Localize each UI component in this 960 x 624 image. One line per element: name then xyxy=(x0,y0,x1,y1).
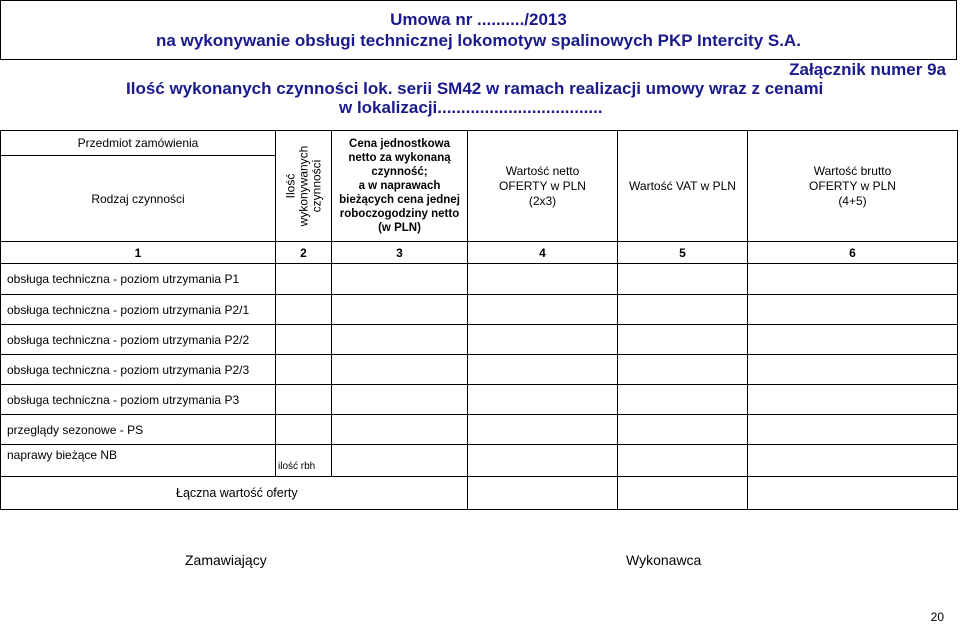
header-vat-value: Wartość VAT w PLN xyxy=(618,131,748,242)
column-number-3: 3 xyxy=(332,242,468,264)
cell-empty[interactable] xyxy=(332,295,468,325)
header-gross-value-label: Wartość brutto OFERTY w PLN (4+5) xyxy=(809,163,896,208)
cell-empty[interactable] xyxy=(618,264,748,295)
table-row xyxy=(1,445,958,477)
header-gross-value xyxy=(748,131,958,242)
row-activity-ps: przeglądy sezonowe - PS xyxy=(1,415,276,445)
table-row-total xyxy=(1,477,958,510)
table-row xyxy=(1,325,958,355)
cell-empty[interactable] xyxy=(748,445,958,477)
table-row xyxy=(1,264,958,295)
cell-empty[interactable] xyxy=(468,415,618,445)
header-activity-type: Rodzaj czynności xyxy=(1,156,276,242)
row-activity-nb: naprawy bieżące NB xyxy=(1,445,276,477)
cell-empty[interactable] xyxy=(332,445,468,477)
cell-empty[interactable] xyxy=(276,355,332,385)
group-header-subject: Przedmiot zamówienia xyxy=(1,131,276,156)
cell-empty[interactable] xyxy=(618,355,748,385)
cell-empty[interactable] xyxy=(468,264,618,295)
column-number-1: 1 xyxy=(1,242,276,264)
annex-label: Załącznik numer 9a xyxy=(789,60,946,79)
page-number: 20 xyxy=(930,610,944,624)
cell-total-net[interactable] xyxy=(468,477,618,510)
table-row xyxy=(1,415,958,445)
signature-ordering-party: Zamawiający xyxy=(185,552,267,568)
header-net-value-label: Wartość netto OFERTY w PLN (2x3) xyxy=(499,163,586,208)
cell-empty[interactable] xyxy=(618,295,748,325)
cell-empty[interactable] xyxy=(332,385,468,415)
cell-empty[interactable] xyxy=(332,325,468,355)
cell-empty[interactable] xyxy=(618,325,748,355)
row-activity-p2-3: obsługa techniczna - poziom utrzymania P2/3 xyxy=(1,355,276,385)
row-activity-p1: obsługa techniczna - poziom utrzymania P1 xyxy=(1,264,276,295)
column-number-4: 4 xyxy=(468,242,618,264)
cell-empty[interactable] xyxy=(748,355,958,385)
header-unit-price xyxy=(332,131,468,242)
cell-nb-quantity[interactable] xyxy=(276,445,332,477)
row-activity-p3: obsługa techniczna - poziom utrzymania P3 xyxy=(1,385,276,415)
cell-empty[interactable] xyxy=(468,445,618,477)
cell-empty[interactable] xyxy=(748,264,958,295)
cell-empty[interactable] xyxy=(468,355,618,385)
column-number-2: 2 xyxy=(276,242,332,264)
cell-empty[interactable] xyxy=(276,264,332,295)
cell-empty[interactable] xyxy=(468,325,618,355)
column-number-5: 5 xyxy=(618,242,748,264)
cell-empty[interactable] xyxy=(618,385,748,415)
total-label: Łączna wartość oferty xyxy=(1,477,468,510)
table-row xyxy=(1,355,958,385)
contract-subject-title: na wykonywanie obsługi technicznej lokomotyw spalinowych PKP Intercity S.A. xyxy=(156,31,801,50)
cell-empty[interactable] xyxy=(618,445,748,477)
table-row xyxy=(1,295,958,325)
header-net-value xyxy=(468,131,618,242)
title-box xyxy=(0,0,957,60)
cell-empty[interactable] xyxy=(468,385,618,415)
cell-empty[interactable] xyxy=(748,295,958,325)
cell-empty[interactable] xyxy=(332,415,468,445)
cell-empty[interactable] xyxy=(276,415,332,445)
cell-empty[interactable] xyxy=(748,325,958,355)
table-row xyxy=(1,385,958,415)
subtitle-line-2: w lokalizacji................................... xyxy=(339,98,603,117)
cell-total-gross[interactable] xyxy=(748,477,958,510)
header-unit-price-label: Cena jednostkowa netto za wykonaną czynność; a w naprawach bieżących cena jednej roboczogodziny netto (w PLN) xyxy=(339,138,460,234)
pricing-table xyxy=(0,130,958,510)
nb-quantity-label: ilość rbh xyxy=(278,461,316,472)
cell-empty[interactable] xyxy=(332,264,468,295)
contract-number-title: Umowa nr ........../2013 xyxy=(390,10,567,29)
header-quantity-label: Ilość wykonywanych czynności xyxy=(283,145,323,227)
row-activity-p2-2: obsługa techniczna - poziom utrzymania P2/2 xyxy=(1,325,276,355)
cell-empty[interactable] xyxy=(276,385,332,415)
cell-empty[interactable] xyxy=(748,415,958,445)
signature-contractor: Wykonawca xyxy=(626,552,702,568)
cell-total-vat[interactable] xyxy=(618,477,748,510)
column-number-6: 6 xyxy=(748,242,958,264)
header-quantity xyxy=(276,131,332,242)
cell-empty[interactable] xyxy=(276,325,332,355)
cell-empty[interactable] xyxy=(276,295,332,325)
row-activity-p2-1: obsługa techniczna - poziom utrzymania P2/1 xyxy=(1,295,276,325)
cell-empty[interactable] xyxy=(468,295,618,325)
cell-empty[interactable] xyxy=(332,355,468,385)
cell-empty[interactable] xyxy=(748,385,958,415)
subtitle-line-1: Ilość wykonanych czynności lok. serii SM42 w ramach realizacji umowy wraz z cenami xyxy=(126,79,824,98)
cell-empty[interactable] xyxy=(618,415,748,445)
